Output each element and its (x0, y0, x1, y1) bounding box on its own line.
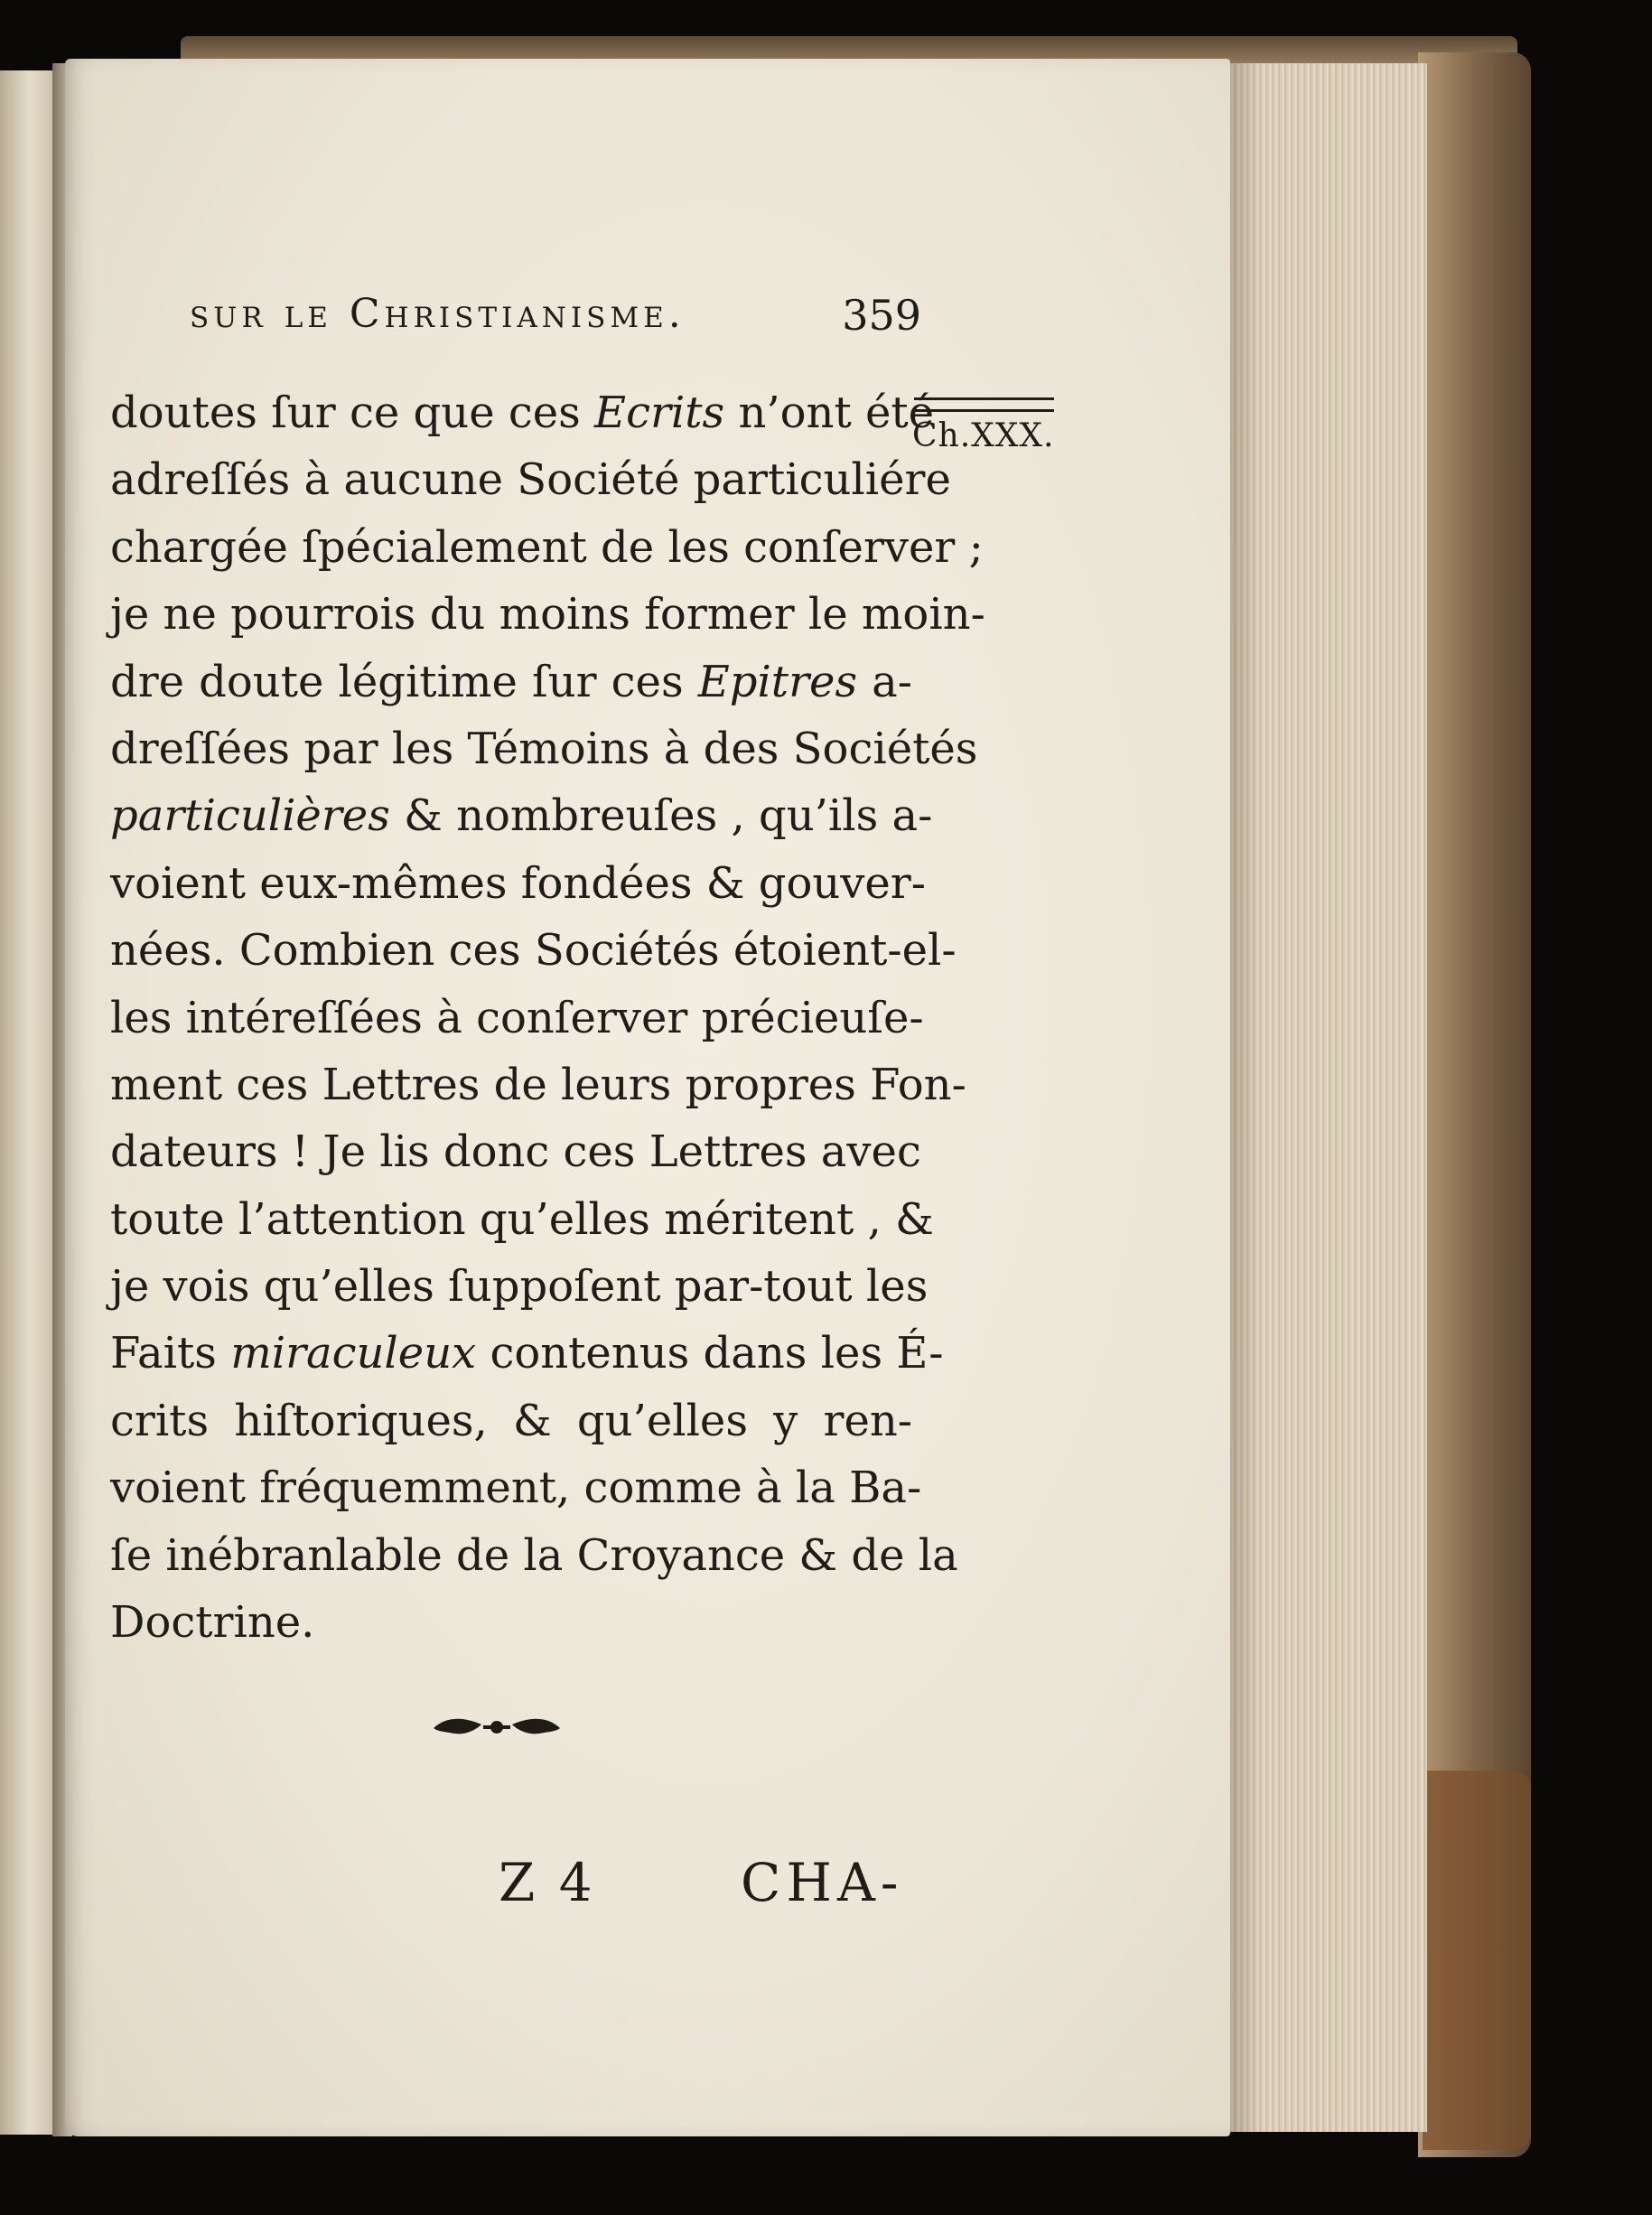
running-title: sur le Christianisme. (190, 291, 686, 337)
text-line: toute l’attention qu’elles méritent , & (110, 1193, 934, 1245)
italic-term: miraculeux (230, 1328, 477, 1379)
text-line: chargée ſpécialement de les conſerver ; (110, 521, 984, 573)
fleuron-ornament-icon (429, 1712, 565, 1743)
facing-page-edge (0, 70, 52, 2135)
text-line: je vois qu’elles ſuppoſent par-tout les (110, 1261, 929, 1313)
text-line: voient fréquemment, comme à la Ba- (110, 1463, 922, 1514)
italic-term: Ecrits (594, 388, 725, 438)
catchword: CHA- (741, 1852, 904, 1913)
text-line: doutes ſur ce que ces Ecrits n’ont été (110, 388, 935, 438)
text-line: ſe inébranlable de la Croyance & de la (110, 1529, 958, 1581)
page-number: 359 (842, 291, 921, 340)
text-line: ment ces Lettres de leurs propres Fon- (110, 1059, 966, 1110)
text-line: Doctrine. (110, 1597, 315, 1649)
italic-term: Epitres (697, 656, 858, 707)
text-line: nées. Combien ces Sociétés étoient-el- (110, 925, 957, 977)
text-line: crits hiſtoriques, & qu’elles y ren- (110, 1395, 912, 1446)
margin-chapter-note: Ch.XXX. (912, 417, 1055, 454)
text-line: particulières & nombreuſes , qu’ils a- (110, 790, 933, 842)
text-line: je ne pourrois du moins former le moin- (110, 589, 985, 640)
text-line: dateurs ! Je lis donc ces Lettres avec (110, 1126, 921, 1178)
text-line: dreſſées par les Témoins à des Sociétés (110, 723, 978, 774)
italic-term: particulières (110, 790, 390, 842)
margin-double-rule (914, 397, 1054, 412)
text-line: dre doute légitime ſur ces Epitres a- (110, 656, 913, 707)
book-cover-corner (1423, 1771, 1531, 2150)
text-line: voient eux-mêmes fondées & gouver- (110, 857, 926, 909)
signature-mark: Z 4 (499, 1852, 596, 1913)
text-line: Faits miraculeux contenus dans les É- (110, 1328, 944, 1379)
text-line: les intéreſſées à conſerver précieuſe- (110, 992, 924, 1043)
running-head (190, 291, 912, 345)
text-line: adreſſés à aucune Société particuliére (110, 454, 951, 506)
